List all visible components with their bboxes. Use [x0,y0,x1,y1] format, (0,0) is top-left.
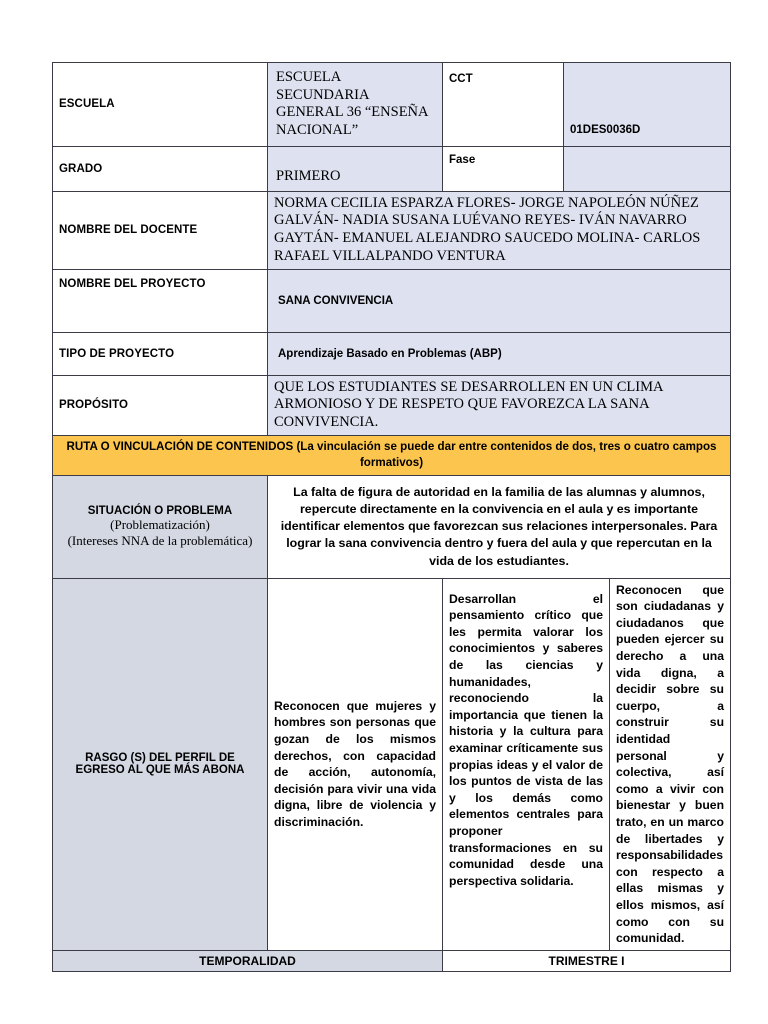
cct-label: CCT [443,63,564,147]
grado-value: PRIMERO [268,146,443,191]
escuela-label: ESCUELA [53,63,268,147]
tipo-proyecto-value: Aprendizaje Basado en Problemas (ABP) [268,332,731,375]
table-row-grado [53,146,731,191]
fase-label: Fase [443,146,564,191]
rasgo-col-2: Desarrollan el pensamiento crítico que les permita valorar los conocimientos y saberes de las ciencias y humanidades, reconociendo la importancia que tienen la historia y la cultura para examinar críticamente sus propias ideas y el valor de los puntos de vista de las y los demás como elementos centrales para proponer transformaciones en su comunidad desde una perspectiva solidaria. [443,578,610,950]
table-row-situacion [53,476,731,579]
table-row-tipo-proyecto [53,332,731,375]
temporalidad-value: TRIMESTRE I [443,950,731,971]
situacion-label-main: SITUACIÓN O PROBLEMA [87,505,233,518]
rasgo-col-3: Reconocen que son ciudadanas y ciudadanos que pueden ejercer su derecho a una vida digna, a decidir sobre su cuerpo, a construir su identidad personal y colectiva, así como a vivir con bienestar y buen trato, en un marco de libertades y responsabilidades con respecto a ellas mismas y ellos mismos, así como con su comunidad. [610,578,731,950]
proposito-label: PROPÓSITO [53,375,268,435]
ruta-banner-text: RUTA O VINCULACIÓN DE CONTENIDOS (La vinculación se puede dar entre contenidos de dos, tres o cuatro campos formativos) [53,435,731,476]
temporalidad-label: TEMPORALIDAD [53,950,443,971]
rasgo-label: RASGO (S) DEL PERFIL DE EGRESO AL QUE MÁS ABONA [53,578,268,950]
proyecto-value: SANA CONVIVENCIA [268,269,731,332]
table-row-rasgo [53,578,731,950]
rasgo-col-1: Reconocen que mujeres y hombres son personas que gozan de los mismos derechos, con capacidad de acción, autonomía, decisión para vivir una vida digna, libre de violencia y discriminación. [268,578,443,950]
table-row-proyecto [53,269,731,332]
escuela-value: ESCUELA SECUNDARIA GENERAL 36 “ENSEÑA NACIONAL” [268,63,443,147]
table-row-proposito [53,375,731,435]
situacion-label-cell [53,476,268,579]
table-row-ruta-banner [53,435,731,476]
docente-value: NORMA CECILIA ESPARZA FLORES- JORGE NAPOLEÓN NÚÑEZ GALVÁN- NADIA SUSANA LUÉVANO REYES- IVÁN NAVARRO GAYTÁN- EMANUEL ALEJANDRO SAUCEDO MOLINA- CARLOS RAFAEL VILLALPANDO VENTURA [268,191,731,269]
cct-value: 01DES0036D [564,63,731,147]
situacion-label-sub2: (Intereses NNA de la problemática) [67,532,253,548]
tipo-proyecto-label: TIPO DE PROYECTO [53,332,268,375]
table-row-escuela [53,63,731,147]
fase-value [564,146,731,191]
docente-label: NOMBRE DEL DOCENTE [53,191,268,269]
proyecto-label: NOMBRE DEL PROYECTO [53,269,268,332]
planeacion-table [52,62,731,972]
grado-label: GRADO [53,146,268,191]
proposito-value: QUE LOS ESTUDIANTES SE DESARROLLEN EN UN CLIMA ARMONIOSO Y DE RESPETO QUE FAVOREZCA LA SANA CONVIVENCIA. [268,375,731,435]
table-row-docente [53,191,731,269]
situacion-value: La falta de figura de autoridad en la familia de las alumnas y alumnos, repercute directamente en la convivencia en el aula y es importante identificar elementos que favorezcan sus relaciones interpersonales. Para lograr la sana convivencia dentro y fuera del aula y que repercutan en la vida de los estudiantes. [268,476,731,579]
situacion-label-sub1: (Problematización) [110,517,210,533]
table-row-temporalidad [53,950,731,971]
